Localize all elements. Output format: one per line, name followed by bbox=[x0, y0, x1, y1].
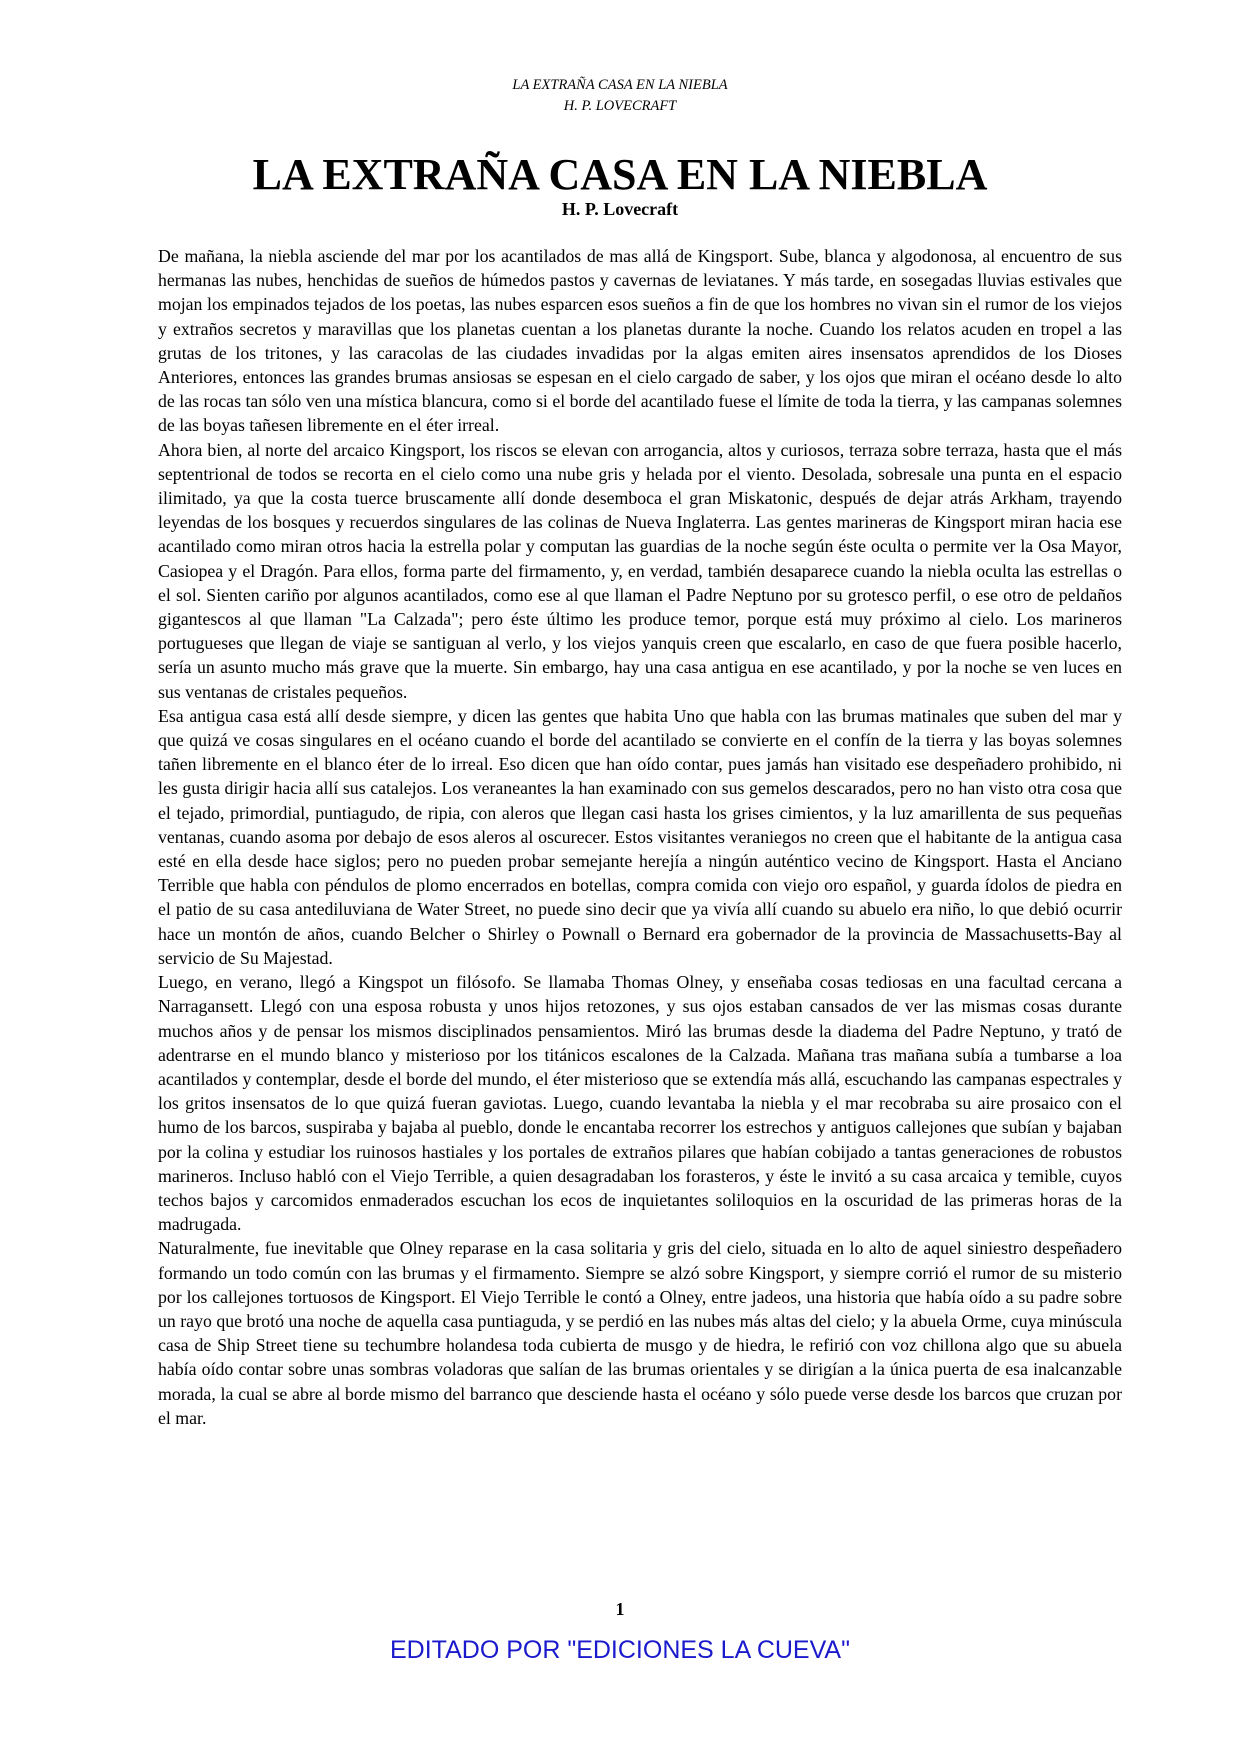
paragraph: Naturalmente, fue inevitable que Olney reparase en la casa solitaria y gris del cielo, situada en lo alto de aquel siniestro despeñadero formando un todo común con las brumas y el firmamento. Siempre se alzó sobre Kingsport, y siempre corrió el rumor de su misterio por los callejones tortuosos de Kingsport. El Viejo Terrible le contó a Olney, entre jadeos, una historia que había oído a su padre sobre un rayo que brotó una noche de aquella casa puntiaguda, y se perdió en las nubes más altas del cielo; y la abuela Orme, cuya minúscula casa de Ship Street tiene su techumbre holandesa toda cubierta de musgo y de hiedra, le refirió con voz chillona algo que su abuela había oído contar sobre unas sombras voladoras que salían de las brumas orientales y se dirigían a la única puerta de esa inalcanzable morada, la cual se abre al borde mismo del barranco que desciende hasta el océano y sólo puede verse desde los barcos que cruzan por el mar. bbox=[158, 1238, 1122, 1428]
paragraph: Luego, en verano, llegó a Kingspot un filósofo. Se llamaba Thomas Olney, y enseñaba cosas tediosas en una facultad cercana a Narragansett. Llegó con una esposa robusta y unos hijos retozones, y sus ojos estaban cansados de ver las mismas cosas durante muchos años y de pensar los mismos disciplinados pensamientos. Miró las brumas desde la diadema del Padre Neptuno, y trató de adentrarse en el mundo blanco y misterioso por los titánicos escalones de la Calzada. Mañana tras mañana subía a tumbarse a loa acantilados y contemplar, desde el borde del mundo, el éter misterioso que se extendía más allá, escuchando las campanas espectrales y los gritos insensatos de lo que quizá fueran gaviotas. Luego, cuando levantaba la niebla y el mar recobraba su aire prosaico con el humo de los barcos, suspiraba y bajaba al pueblo, donde le encantaba recorrer los estrechos y antiguos callejones que subían y bajaban por la colina y estudiar los ruinosos hastiales y los portales de extraños pilares que habían cobijado a tantas generaciones de robustos marineros. Incluso habló con el Viejo Terrible, a quien desagradaban los forasteros, y éste le invitó a su casa arcaica y temible, cuyos techos bajos y carcomidos enmaderados escuchan los ecos de inquietantes soliloquios en la oscuridad de las primeras horas de la madrugada. bbox=[158, 972, 1122, 1235]
paragraph: De mañana, la niebla asciende del mar por los acantilados de mas allá de Kingsport. Sube, blanca y algodonosa, al encuentro de sus hermanas las nubes, henchidas de sueños de húmedos pastos y cavernas de leviatanes. Y más tarde, en sosegadas lluvias estivales que mojan los empinados tejados de los poetas, las nubes esparcen esos sueños a fin de que los hombres no vivan sin el rumor de los viejos y extraños secretos y maravillas que los planetas cuentan a los planetas durante la noche. Cuando los relatos acuden en tropel a las grutas de los tritones, y las caracolas de las ciudades invadidas por la algas emiten aires insensatos aprendidos de los Dioses Anteriores, entonces las grandes brumas ansiosas se espesan en el cielo cargado de saber, y los ojos que miran el océano desde lo alto de las rocas tan sólo ven una mística blancura, como si el borde del acantilado fuese el límite de toda la tierra, y las campanas solemnes de las boyas tañesen libremente en el éter irreal. bbox=[158, 246, 1122, 436]
running-header-title: LA EXTRAÑA CASA EN LA NIEBLA bbox=[512, 77, 728, 93]
paragraph: Ahora bien, al norte del arcaico Kingsport, los riscos se elevan con arrogancia, altos y curiosos, terraza sobre terraza, hasta que el más septentrional de todos se recorta en el cielo como una nube gris y helada por el viento. Desolada, sobresale una punta en el espacio ilimitado, ya que la costa tuerce bruscamente allí donde desemboca el gran Miskatonic, después de dejar atrás Arkham, trayendo leyendas de los bosques y recuerdos singulares de las colinas de Nueva Inglaterra. Las gentes marineras de Kingsport miran hacia ese acantilado como miran otros hacia la estrella polar y computan las guardias de la noche según éste oculta o permite ver la Osa Mayor, Casiopea y el Dragón. Para ellos, forma parte del firmamento, y, en verdad, también desaparece cuando la niebla oculta las estrellas o el sol. Sienten cariño por algunos acantilados, como ese al que llaman el Padre Neptuno por su grotesco perfil, o ese otro de peldaños gigantescos al que llaman "La Calzada"; pero éste último les produce temor, porque está muy próximo al cielo. Los marineros portugueses que llegan de viaje se santiguan al verlo, y los viejos yanquis creen que escalarlo, en caso de que fuera posible hacerlo, sería un asunto mucho más grave que la muerte. Sin embargo, hay una casa antigua en ese acantilado, y por la noche se ven luces en sus ventanas de cristales pequeños. bbox=[158, 439, 1122, 702]
page-title: LA EXTRAÑA CASA EN LA NIEBLA bbox=[252, 150, 988, 199]
page-number: 1 bbox=[615, 1599, 625, 1619]
running-header-author: H. P. LOVECRAFT bbox=[563, 98, 677, 114]
body-text bbox=[158, 244, 1122, 1430]
edition-footer: EDITADO POR "EDICIONES LA CUEVA" bbox=[390, 1636, 850, 1664]
running-header bbox=[0, 75, 1240, 117]
author-byline: H. P. Lovecraft bbox=[561, 199, 679, 219]
paragraph: Esa antigua casa está allí desde siempre, y dicen las gentes que habita Uno que habla con las brumas matinales que suben del mar y que quizá ve cosas singulares en el océano cuando el borde del acantilado se convierte en el confín de la tierra y las boyas solemnes tañen libremente en el blanco éter de lo irreal. Eso dicen que han oído contar, pues jamás han visitado ese despeñadero prohibido, ni les gusta dirigir hacia allí sus catalejos. Los veraneantes la han examinado con sus gemelos descarados, pero no han visto otra cosa que el tejado, primordial, puntiagudo, de ripia, con aleros que llegan casi hasta los grises cimientos, y la luz amarillenta de sus pequeñas ventanas, cuando asoma por debajo de esos aleros al oscurecer. Estos visitantes veraniegos no creen que el habitante de la antigua casa esté en ella desde hace siglos; pero no pueden probar semejante herejía a ningún auténtico vecino de Kingsport. Hasta el Anciano Terrible que habla con péndulos de plomo encerrados en botellas, compra comida con viejo oro español, y guarda ídolos de piedra en el patio de su casa antediluviana de Water Street, no puede sino decir que ya vivía allí cuando su abuelo era niño, lo que debió ocurrir hace un montón de años, cuando Belcher o Shirley o Pownall o Bernard era gobernador de la provincia de Massachusetts-Bay al servicio de Su Majestad. bbox=[158, 705, 1122, 968]
